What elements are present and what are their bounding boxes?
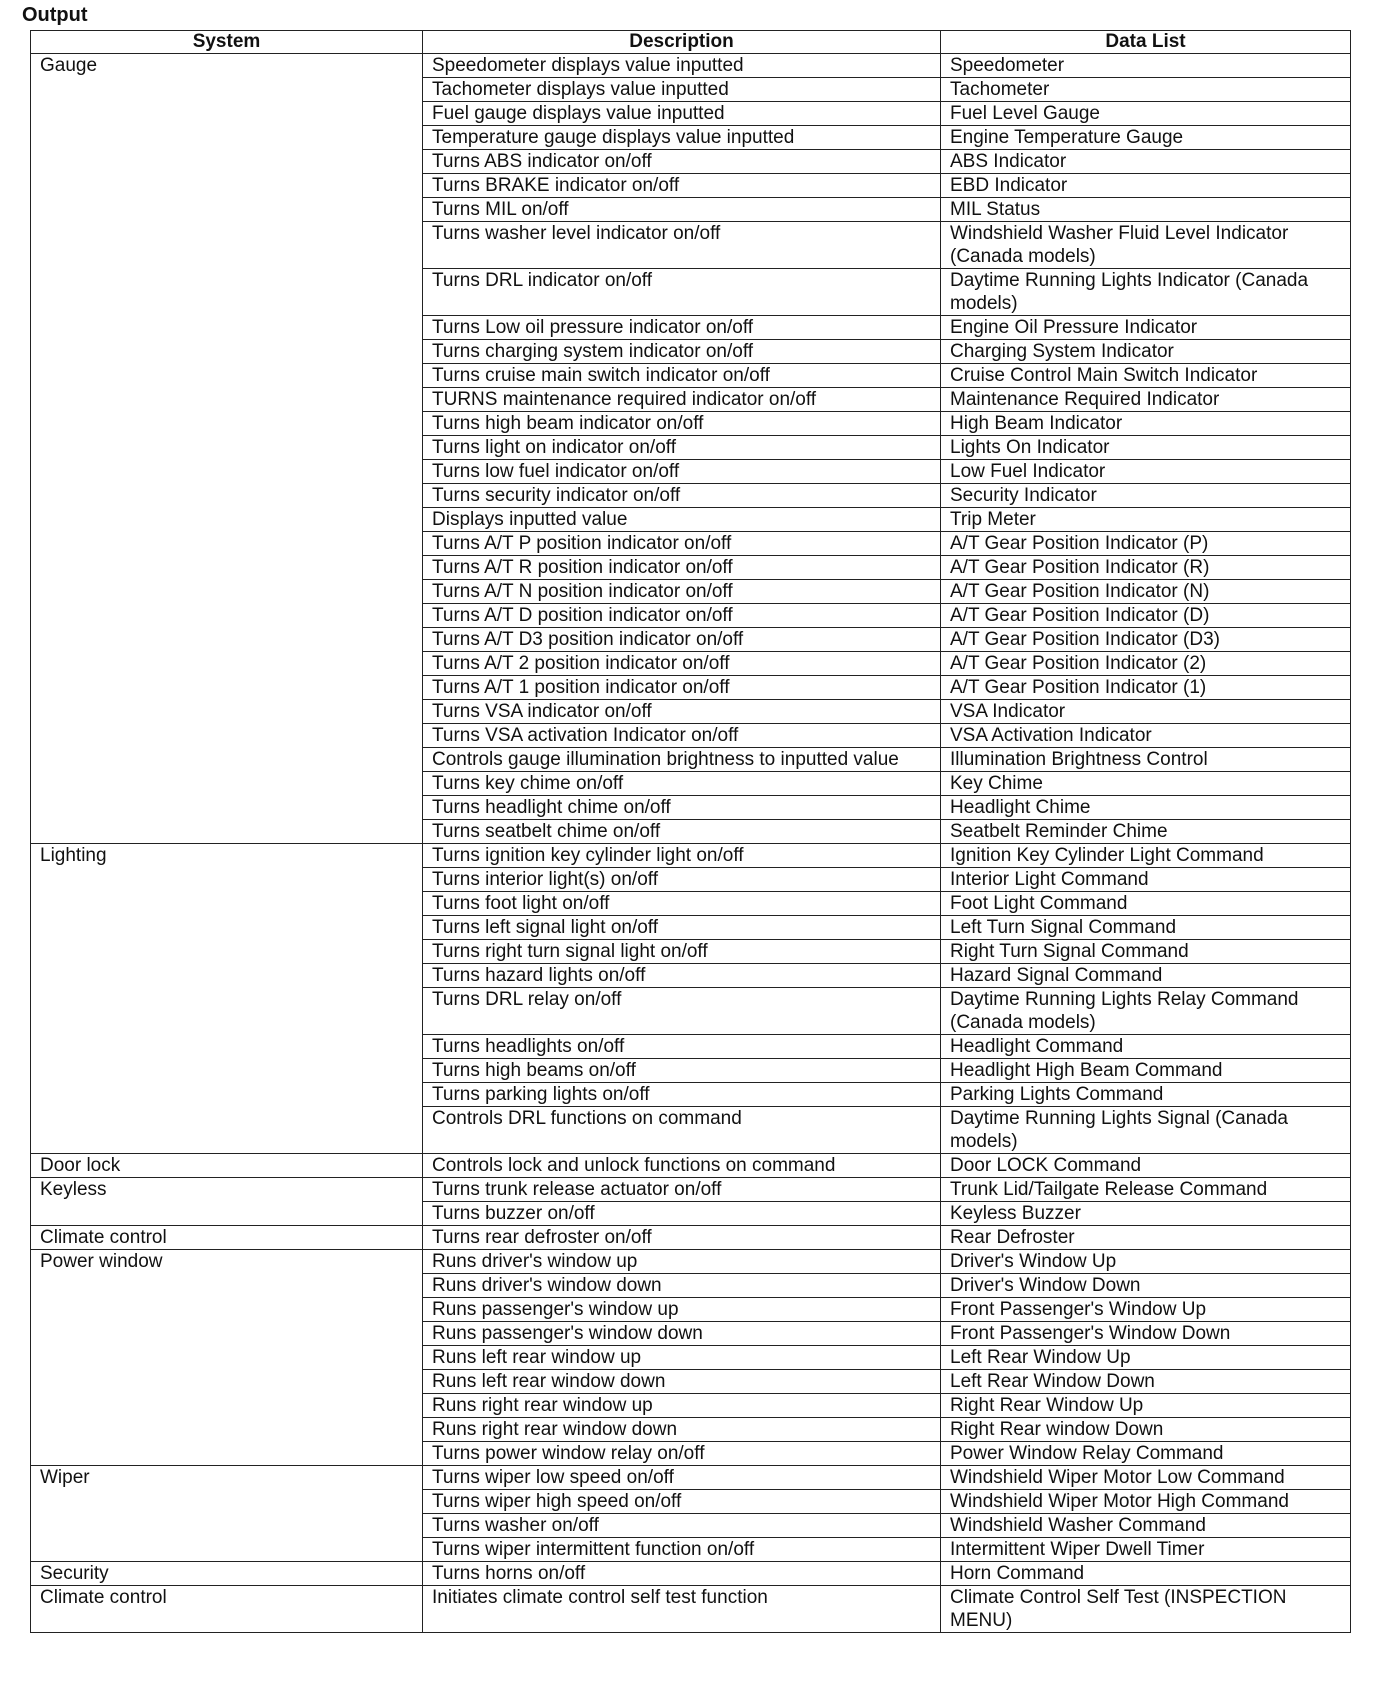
description-cell: Turns right turn signal light on/off	[423, 940, 941, 964]
data-list-cell: Door LOCK Command	[941, 1154, 1351, 1178]
description-cell: Runs driver's window down	[423, 1274, 941, 1298]
data-list-cell: Parking Lights Command	[941, 1083, 1351, 1107]
description-cell: Turns headlight chime on/off	[423, 796, 941, 820]
description-cell: Turns A/T 1 position indicator on/off	[423, 676, 941, 700]
data-list-cell: Foot Light Command	[941, 892, 1351, 916]
description-cell: Turns buzzer on/off	[423, 1202, 941, 1226]
description-cell: Turns A/T D3 position indicator on/off	[423, 628, 941, 652]
data-list-cell: Cruise Control Main Switch Indicator	[941, 364, 1351, 388]
system-cell: Door lock	[31, 1154, 423, 1178]
data-list-cell: Interior Light Command	[941, 868, 1351, 892]
table-row	[31, 1226, 1351, 1250]
data-list-cell: Right Rear window Down	[941, 1418, 1351, 1442]
data-list-cell: High Beam Indicator	[941, 412, 1351, 436]
description-cell: Turns hazard lights on/off	[423, 964, 941, 988]
description-cell: Turns high beams on/off	[423, 1059, 941, 1083]
data-list-cell: A/T Gear Position Indicator (D)	[941, 604, 1351, 628]
data-list-cell: Right Rear Window Up	[941, 1394, 1351, 1418]
description-cell: Turns A/T N position indicator on/off	[423, 580, 941, 604]
description-cell: Turns A/T P position indicator on/off	[423, 532, 941, 556]
data-list-cell: Climate Control Self Test (INSPECTION MENU)	[941, 1586, 1351, 1633]
data-list-cell: Security Indicator	[941, 484, 1351, 508]
description-cell: Displays inputted value	[423, 508, 941, 532]
description-cell: Runs driver's window up	[423, 1250, 941, 1274]
description-cell: Turns ABS indicator on/off	[423, 150, 941, 174]
description-cell: Controls gauge illumination brightness to inputted value	[423, 748, 941, 772]
data-list-cell: Daytime Running Lights Signal (Canada models)	[941, 1107, 1351, 1154]
description-cell: Turns trunk release actuator on/off	[423, 1178, 941, 1202]
description-cell: Turns foot light on/off	[423, 892, 941, 916]
description-cell: Turns power window relay on/off	[423, 1442, 941, 1466]
data-list-cell: Windshield Wiper Motor Low Command	[941, 1466, 1351, 1490]
data-list-cell: Seatbelt Reminder Chime	[941, 820, 1351, 844]
description-cell: Turns washer on/off	[423, 1514, 941, 1538]
column-header-data-list: Data List	[941, 31, 1351, 54]
data-list-cell: ABS Indicator	[941, 150, 1351, 174]
description-cell: Runs left rear window up	[423, 1346, 941, 1370]
data-list-cell: Trip Meter	[941, 508, 1351, 532]
data-list-cell: Charging System Indicator	[941, 340, 1351, 364]
data-list-cell: A/T Gear Position Indicator (D3)	[941, 628, 1351, 652]
header-row	[31, 31, 1351, 54]
data-list-cell: VSA Indicator	[941, 700, 1351, 724]
description-cell: Turns light on indicator on/off	[423, 436, 941, 460]
data-list-cell: Intermittent Wiper Dwell Timer	[941, 1538, 1351, 1562]
data-list-cell: Rear Defroster	[941, 1226, 1351, 1250]
data-list-cell: Left Rear Window Up	[941, 1346, 1351, 1370]
page-heading: Output	[22, 4, 88, 26]
table-row	[31, 844, 1351, 868]
description-cell: Turns BRAKE indicator on/off	[423, 174, 941, 198]
data-list-cell: Tachometer	[941, 78, 1351, 102]
system-cell: Keyless	[31, 1178, 423, 1226]
data-list-cell: Headlight Chime	[941, 796, 1351, 820]
data-list-cell: MIL Status	[941, 198, 1351, 222]
system-cell: Gauge	[31, 54, 423, 844]
data-list-cell: Engine Oil Pressure Indicator	[941, 316, 1351, 340]
description-cell: Temperature gauge displays value inputted	[423, 126, 941, 150]
description-cell: Turns key chime on/off	[423, 772, 941, 796]
table-body	[31, 54, 1351, 1633]
description-cell: Turns VSA indicator on/off	[423, 700, 941, 724]
data-list-cell: Power Window Relay Command	[941, 1442, 1351, 1466]
data-list-cell: Front Passenger's Window Down	[941, 1322, 1351, 1346]
description-cell: Turns high beam indicator on/off	[423, 412, 941, 436]
description-cell: Runs passenger's window up	[423, 1298, 941, 1322]
system-cell: Climate control	[31, 1226, 423, 1250]
description-cell: Controls DRL functions on command	[423, 1107, 941, 1154]
data-list-cell: A/T Gear Position Indicator (1)	[941, 676, 1351, 700]
data-list-cell: Engine Temperature Gauge	[941, 126, 1351, 150]
data-list-cell: Lights On Indicator	[941, 436, 1351, 460]
data-list-cell: Left Rear Window Down	[941, 1370, 1351, 1394]
description-cell: Turns horns on/off	[423, 1562, 941, 1586]
data-list-cell: Driver's Window Up	[941, 1250, 1351, 1274]
data-list-cell: Maintenance Required Indicator	[941, 388, 1351, 412]
description-cell: Turns A/T 2 position indicator on/off	[423, 652, 941, 676]
description-cell: Runs left rear window down	[423, 1370, 941, 1394]
description-cell: Turns MIL on/off	[423, 198, 941, 222]
data-list-cell: Windshield Washer Fluid Level Indicator (Canada models)	[941, 222, 1351, 269]
description-cell: Turns charging system indicator on/off	[423, 340, 941, 364]
description-cell: Turns seatbelt chime on/off	[423, 820, 941, 844]
data-list-cell: Ignition Key Cylinder Light Command	[941, 844, 1351, 868]
system-cell: Security	[31, 1562, 423, 1586]
description-cell: Turns wiper low speed on/off	[423, 1466, 941, 1490]
data-list-cell: Horn Command	[941, 1562, 1351, 1586]
description-cell: Turns wiper intermittent function on/off	[423, 1538, 941, 1562]
description-cell: Speedometer displays value inputted	[423, 54, 941, 78]
description-cell: Runs right rear window up	[423, 1394, 941, 1418]
system-cell: Wiper	[31, 1466, 423, 1562]
table-row	[31, 1562, 1351, 1586]
description-cell: Turns Low oil pressure indicator on/off	[423, 316, 941, 340]
table-row	[31, 54, 1351, 78]
output-table	[30, 30, 1351, 1633]
system-cell: Power window	[31, 1250, 423, 1466]
data-list-cell: Left Turn Signal Command	[941, 916, 1351, 940]
data-list-cell: A/T Gear Position Indicator (2)	[941, 652, 1351, 676]
data-list-cell: Driver's Window Down	[941, 1274, 1351, 1298]
data-list-cell: Key Chime	[941, 772, 1351, 796]
description-cell: Runs passenger's window down	[423, 1322, 941, 1346]
data-list-cell: A/T Gear Position Indicator (P)	[941, 532, 1351, 556]
description-cell: TURNS maintenance required indicator on/off	[423, 388, 941, 412]
table-row	[31, 1466, 1351, 1490]
description-cell: Turns parking lights on/off	[423, 1083, 941, 1107]
data-list-cell: Headlight Command	[941, 1035, 1351, 1059]
table-row	[31, 1586, 1351, 1633]
description-cell: Fuel gauge displays value inputted	[423, 102, 941, 126]
table-row	[31, 1250, 1351, 1274]
data-list-cell: Illumination Brightness Control	[941, 748, 1351, 772]
description-cell: Turns headlights on/off	[423, 1035, 941, 1059]
data-list-cell: Fuel Level Gauge	[941, 102, 1351, 126]
description-cell: Turns DRL indicator on/off	[423, 269, 941, 316]
description-cell: Turns wiper high speed on/off	[423, 1490, 941, 1514]
data-list-cell: Trunk Lid/Tailgate Release Command	[941, 1178, 1351, 1202]
description-cell: Turns rear defroster on/off	[423, 1226, 941, 1250]
column-header-system: System	[31, 31, 423, 54]
data-list-cell: Windshield Washer Command	[941, 1514, 1351, 1538]
table-row	[31, 1154, 1351, 1178]
data-list-cell: A/T Gear Position Indicator (R)	[941, 556, 1351, 580]
description-cell: Turns A/T D position indicator on/off	[423, 604, 941, 628]
description-cell: Turns security indicator on/off	[423, 484, 941, 508]
data-list-cell: Headlight High Beam Command	[941, 1059, 1351, 1083]
data-list-cell: A/T Gear Position Indicator (N)	[941, 580, 1351, 604]
description-cell: Turns VSA activation Indicator on/off	[423, 724, 941, 748]
data-list-cell: Daytime Running Lights Relay Command (Canada models)	[941, 988, 1351, 1035]
data-list-cell: EBD Indicator	[941, 174, 1351, 198]
data-list-cell: Daytime Running Lights Indicator (Canada models)	[941, 269, 1351, 316]
system-cell: Climate control	[31, 1586, 423, 1633]
description-cell: Turns low fuel indicator on/off	[423, 460, 941, 484]
data-list-cell: Right Turn Signal Command	[941, 940, 1351, 964]
data-list-cell: Speedometer	[941, 54, 1351, 78]
description-cell: Tachometer displays value inputted	[423, 78, 941, 102]
description-cell: Turns interior light(s) on/off	[423, 868, 941, 892]
table-row	[31, 1178, 1351, 1202]
data-list-cell: Keyless Buzzer	[941, 1202, 1351, 1226]
system-cell: Lighting	[31, 844, 423, 1154]
data-list-cell: VSA Activation Indicator	[941, 724, 1351, 748]
data-list-cell: Low Fuel Indicator	[941, 460, 1351, 484]
description-cell: Turns ignition key cylinder light on/off	[423, 844, 941, 868]
description-cell: Turns washer level indicator on/off	[423, 222, 941, 269]
description-cell: Turns cruise main switch indicator on/off	[423, 364, 941, 388]
column-header-description: Description	[423, 31, 941, 54]
description-cell: Controls lock and unlock functions on command	[423, 1154, 941, 1178]
data-list-cell: Front Passenger's Window Up	[941, 1298, 1351, 1322]
description-cell: Runs right rear window down	[423, 1418, 941, 1442]
description-cell: Turns DRL relay on/off	[423, 988, 941, 1035]
data-list-cell: Windshield Wiper Motor High Command	[941, 1490, 1351, 1514]
data-list-cell: Hazard Signal Command	[941, 964, 1351, 988]
description-cell: Initiates climate control self test function	[423, 1586, 941, 1633]
description-cell: Turns A/T R position indicator on/off	[423, 556, 941, 580]
description-cell: Turns left signal light on/off	[423, 916, 941, 940]
